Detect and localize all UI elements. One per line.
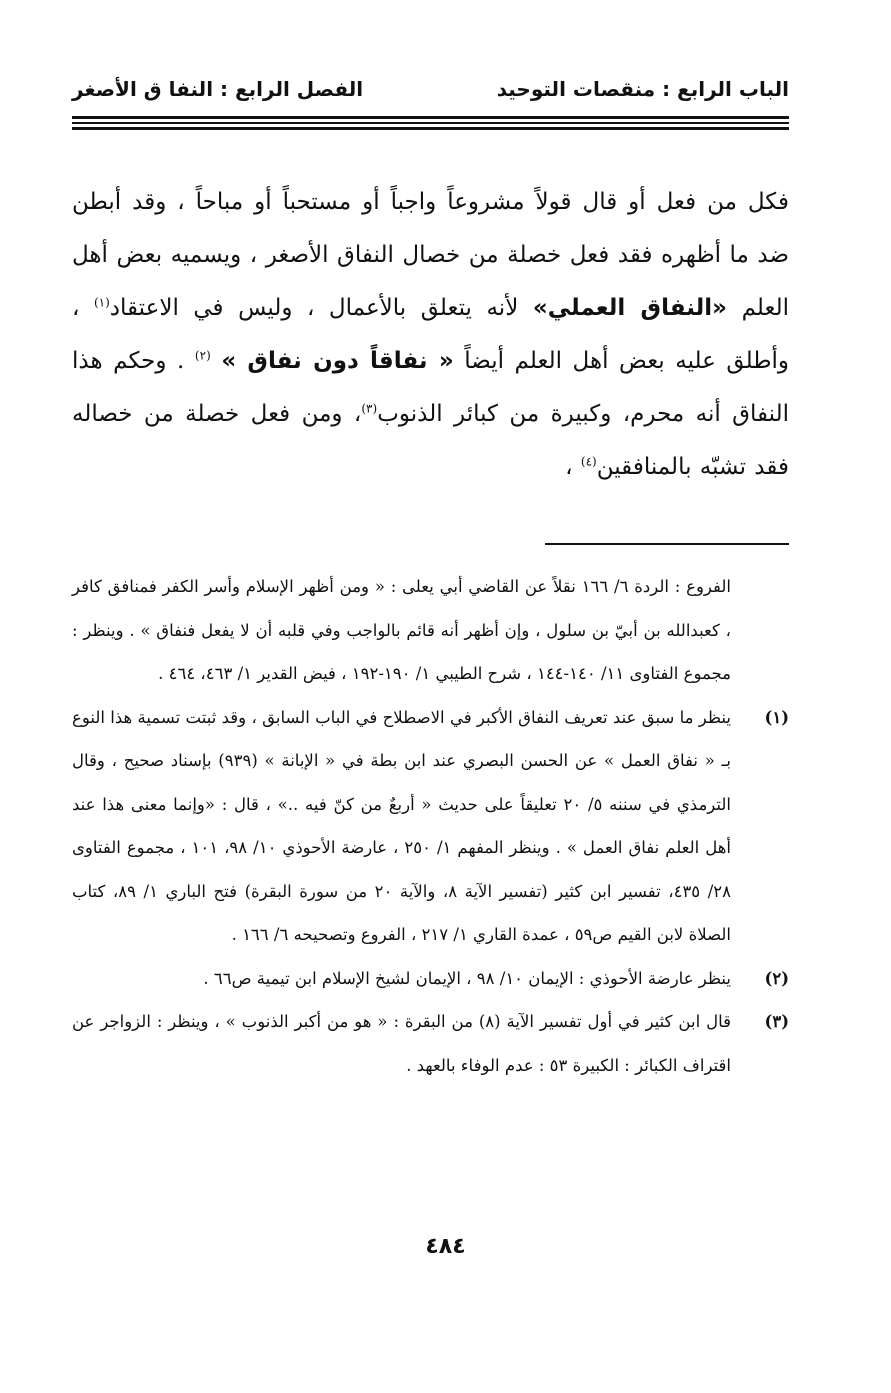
header-chapter-title: الباب الرابع : منقصات التوحيد [496, 77, 789, 101]
footnote-item [72, 696, 789, 957]
term-nifaq-duna-nifaq: « نفاقاً دون نفاق » [221, 348, 454, 374]
paragraph-text: فكل من فعل أو قال قولاً مشروعاً واجباً أو مستحباً أو مباحاً ، وقد أبطن ضد ما أظهره فقد فعل خصلة من خصال النفاق الأصغر ، ويسميه بعض أهل العلم [72, 189, 789, 321]
footnote-number: (١) [764, 707, 789, 727]
footnote-item [72, 957, 789, 1001]
footnote-continuation: الفروع : الردة ٦/ ١٦٦ نقلاً عن القاضي أبي يعلى : « ومن أظهر الإسلام وأسر الكفر فمنافق كافر ، كعبدالله بن أبيّ بن سلول ، وإن أظهر أنه قائم بالواجب وفي قلبه أن لا يفعل فنفاق » . وينظر : مجموع الفتاوى ١١/ ١٤٠-١٤٤ ، شرح الطيبي ١/ ١٩٠-١٩٢ ، فيض القدير ١/ ٤٦٣، ٤٦٤ . [72, 577, 731, 683]
main-paragraph [72, 176, 789, 494]
paragraph-text: ، ومن فعل خصلة من خصاله فقد تشبّه بالمنافقين [72, 401, 789, 480]
paragraph-text: لأنه يتعلق بالأعمال ، وليس في الاعتقاد [109, 295, 519, 321]
header-rule-top [72, 116, 789, 119]
header-rule-bottom [72, 127, 789, 130]
footnote-text: ينظر عارضة الأحوذي : الإيمان ١٠/ ٩٨ ، الإيمان لشيخ الإسلام ابن تيمية ص٦٦ . [203, 968, 731, 988]
paragraph-text: ، وأطلق عليه بعض أهل العلم أيضاً [72, 295, 790, 374]
footnote-separator [545, 543, 789, 545]
footnotes [72, 565, 789, 1087]
footnote-text: قال ابن كثير في أول تفسير الآية (٨) من البقرة : « هو من أكبر الذنوب » ، وينظر : الزواجر عن اقتراف الكبائر : الكبيرة ٥٣ : عدم الوفاء بالعهد . [72, 1012, 731, 1075]
footnote-ref: (٣) [361, 401, 378, 416]
footnote-number: (٣) [764, 1012, 789, 1031]
paragraph-text: ، [565, 454, 573, 480]
footnote-item [72, 1000, 789, 1087]
term-amali: «النفاق العملي» [532, 295, 728, 321]
page-number: ٤٨٤ [425, 1234, 466, 1259]
header-section-title: الفصل الرابع : النفا ق الأصغر [72, 77, 364, 101]
running-header [72, 72, 789, 106]
footnote-ref: (٢) [194, 348, 211, 363]
footnote-text: ينظر ما سبق عند تعريف النفاق الأكبر في الاصطلاح في الباب السابق ، وقد ثبتت تسمية هذا النوع بـ « نفاق العمل » عن الحسن البصري عند ابن بطة في « الإبانة » (٩٣٩) بإسناد صحيح ، وقال الترمذي في سننه ٥/ ٢٠ تعليقاً على حديث « أربعٌ من كنّ فيه ..» ، قال : «وإنما معنى هذا عند أهل العلم نفاق العمل » . وينظر المفهم ١/ ٢٥٠ ، عارضة الأحوذي ١٠/ ٩٨، ١٠١ ، مجموع الفتاوى ٢٨/ ٤٣٥، تفسير ابن كثير (تفسير الآية ٨، والآية ٢٠ من سورة البقرة) فتح الباري ١/ ٨٩، كتاب الصلاة لابن القيم ص٥٩ ، عمدة القاري ١/ ٢١٧ ، الفروع وتصحيحه ٦/ ١٦٦ . [72, 707, 732, 944]
footnote-number: (٢) [764, 968, 789, 988]
footnote-ref: (٤) [580, 454, 597, 469]
footnote-ref: (١) [93, 295, 110, 310]
paragraph-text: . وحكم هذا النفاق أنه محرم، وكبيرة من كبائر الذنوب [72, 348, 789, 427]
header-rule-middle [72, 122, 789, 124]
